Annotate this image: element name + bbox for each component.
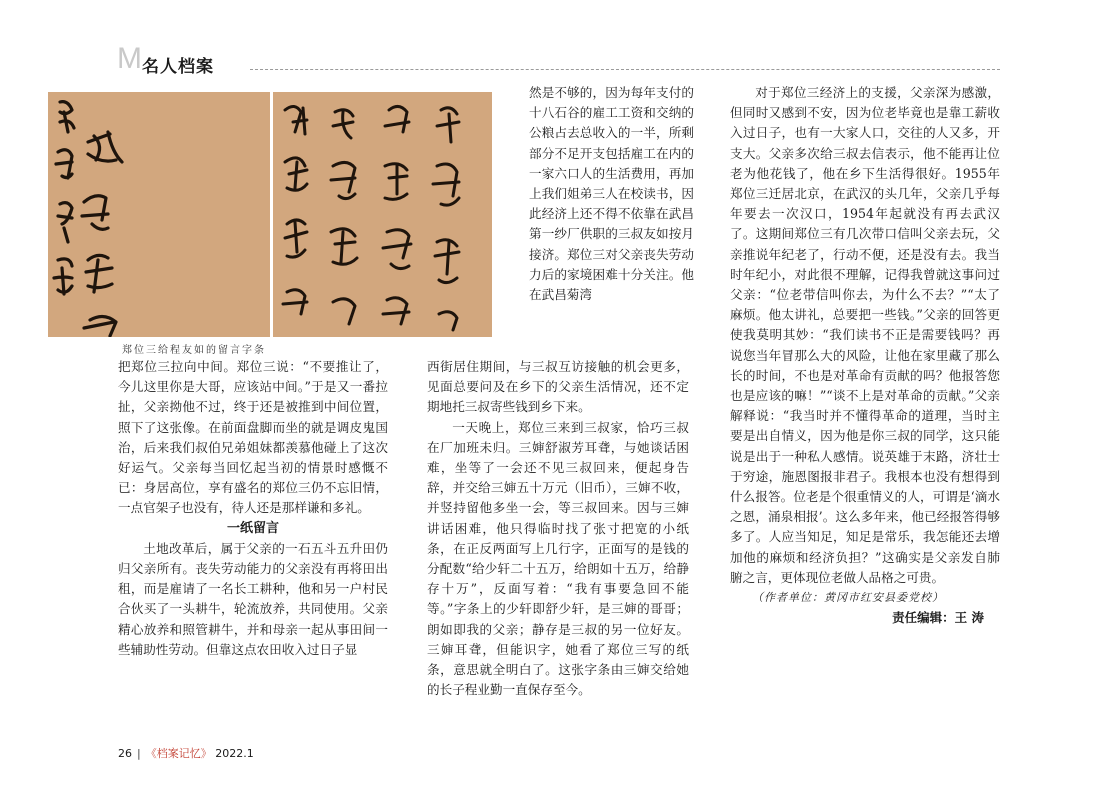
- handwritten-note-back-image: [48, 92, 270, 337]
- section-logo: M: [117, 42, 142, 75]
- responsible-editor: 责任编辑：王 涛: [892, 610, 984, 626]
- header-divider: [250, 69, 1000, 70]
- section-heading: 一纸留言: [226, 520, 279, 536]
- magazine-name: 《档案记忆》: [145, 747, 212, 760]
- paragraph: 一天晚上，郑位三来到三叔家，恰巧三叔在厂加班未归。三婶舒淑芳耳聋，与她谈话困难，坐等了一会还不见三叔回来，便起身告辞，并交给三婶五十万元（旧币），三婶不收，并竖持留他多坐一会，等三叔回来。因与三婶讲话困难，他只得临时找了张寸把宽的小纸条，在正反两面写上几行字，正面写的是钱的分配数“给少轩二十五万，给朗如十五万，给静存十万”，反面写着：“我有事要急回不能等。”字条上的少轩即舒少轩，是三婶的哥哥；朗如即我的父亲；静存是三叔的另一位好友。三婶耳聋，但能识字，她看了郑位三写的纸条，意思就全明白了。这张字条由三婶交给她的长子程业勤一直保存至今。: [427, 419, 689, 698]
- article-column-middle: [427, 357, 689, 700]
- paragraph: 西街居住期间，与三叔互访接触的机会更多，见面总要问及在乡下的父亲生活情况，还不定期地托三叔寄些钱到乡下来。: [427, 359, 689, 415]
- paragraph: 土地改革后，属于父亲的一石五斗五升田仍归父亲所有。丧失劳动能力的父亲没有再将田出租，而是雇请了一名长工耕种，他和另一户村民合伙买了一头耕牛，轮流放养，共同使用。父亲精心放养和照管耕牛，并和母亲一起从事田间一些辅助性劳动。但靠这点农田收入过日子显: [118, 540, 388, 657]
- article-column-top-middle: [529, 83, 694, 305]
- paragraph: 把郑位三拉向中间。郑位三说：“不要推让了，今儿这里你是大哥，应该站中间。”于是又一番拉扯，父亲拗他不过，终于还是被推到中间位置，照下了这张像。在前面盘脚而坐的就是调皮鬼国治，后来我们叔伯兄弟姐妹都羡慕他碰上了这次好运气。父亲每当回忆起当初的情景时感慨不已：身居高位，享有盛名的郑位三仍不忘旧情，一点官架子也没有，待人还是那样谦和多礼。: [118, 359, 388, 516]
- page-number: 26: [118, 747, 132, 760]
- paragraph: 然是不够的，因为每年支付的十八石谷的雇工工资和交纳的公粮占去总收入的一半，所剩部分不足开支包括雇工在内的一家六口人的生活费用，再加上我们姐弟三人在校读书，因此经济上还不得不依靠在武昌第一纱厂供职的三叔友如按月接济。郑位三对父亲丧失劳动力后的家境困难十分关注。他在武昌菊湾: [529, 85, 694, 303]
- page-footer: [118, 745, 254, 761]
- handwritten-note-front-image: [273, 92, 492, 337]
- photo-caption: 郑位三给程友如的留言字条: [122, 345, 266, 356]
- author-affiliation: （作者单位：黄冈市红安县委党校）: [752, 591, 944, 605]
- handwriting-strokes-back: [48, 92, 270, 337]
- section-title: 名人档案: [142, 57, 214, 77]
- article-column-left: [118, 357, 388, 660]
- handwriting-strokes-front: [273, 92, 492, 337]
- issue-number: 2022.1: [215, 747, 254, 760]
- article-column-right: [730, 83, 1000, 628]
- footer-separator: |: [137, 747, 141, 760]
- paragraph: 对于郑位三经济上的支援，父亲深为感激，但同时又感到不安，因为位老毕竟也是靠工薪收入过日子，也有一大家人口，交往的人又多，开支大。父亲多次给三叔去信表示，他不能再让位老为他花钱了，他在乡下生活得很好。1955年郑位三迁居北京，在武汉的头几年，父亲几乎每年要去一次汉口，1954年起就没有再去武汉了。这期间郑位三有几次带口信叫父亲去玩，父亲推说年纪老了，行动不便，还是没有去。我当时年纪小，对此很不理解，记得我曾就这事问过父亲：“位老带信叫你去，为什么不去？”“太了麻烦。他太讲礼，总要把一些钱。”父亲的回答更使我莫明其妙：“我们读书不正是需要钱吗？再说您当年冒那么大的风险，让他在家里藏了那么长的时间，不也是对革命有贡献的吗？他报答您也是应该的嘛！”“谈不上是对革命的贡献。”父亲解释说：“我当时并不懂得革命的道理，当时主要是出自情义，因为他是你三叔的同学，这只能说是出于一种私人感情。说英雄于末路，济壮士于穷途，施恩图报非君子。我根本也没有想得到什么报答。位老是个很重情义的人，可谓是‘滴水之恩，涌泉相报’。这么多年来，他已经报答得够多了。人应当知足，知足是常乐，我怎能还去增加他的麻烦和经济负担？”这确实是父亲发自肺腑之言，更体现位老做人品格之可贵。: [730, 85, 1000, 585]
